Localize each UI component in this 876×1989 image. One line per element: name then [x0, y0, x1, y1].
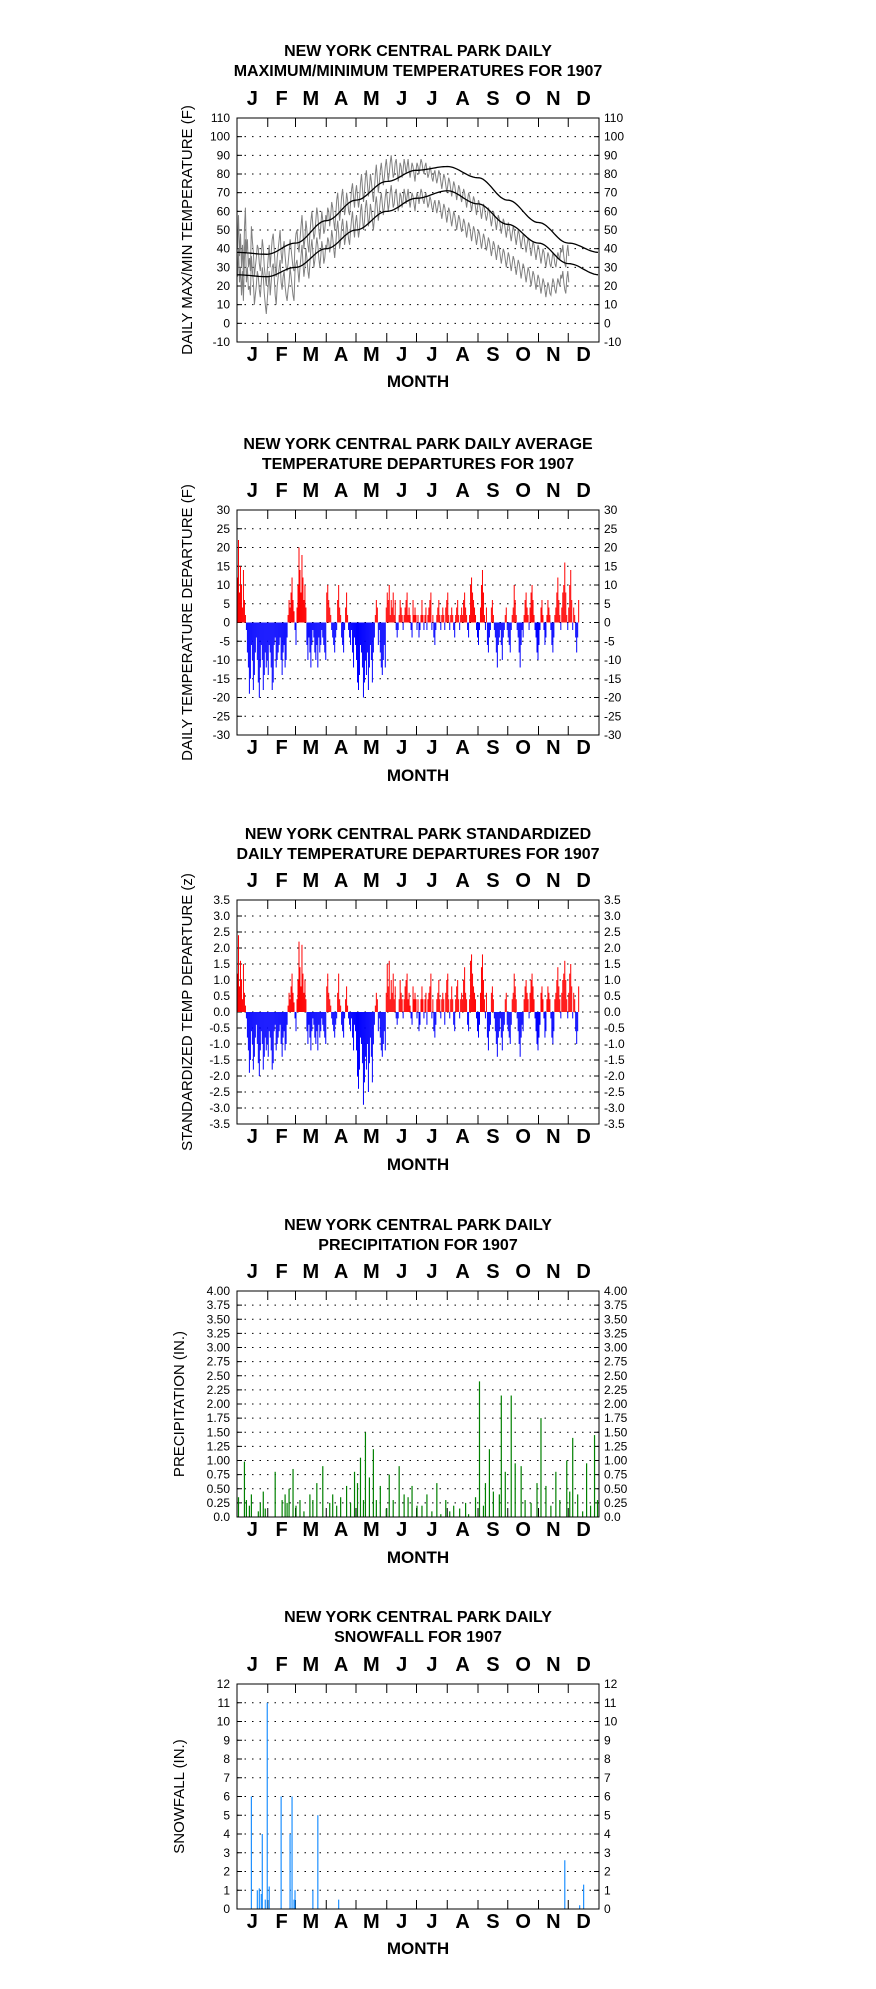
month-label-bottom: O [515, 737, 531, 759]
data-marks [237, 540, 578, 698]
month-label-top: J [246, 480, 258, 502]
y-tick-label-right: 2.0 [604, 941, 621, 955]
y-tick-label-right: 5 [604, 1808, 611, 1823]
y-tick-label-left: 9 [223, 1733, 230, 1748]
month-label-bottom: J [246, 1519, 258, 1541]
y-axis-label: PRECIPITATION (IN.) [171, 1330, 188, 1478]
y-tick-label-left: 20 [216, 540, 230, 555]
month-label-top: D [576, 870, 591, 892]
data-marks [238, 1381, 597, 1517]
y-tick-label-left: 1.5 [213, 957, 230, 971]
y-tick-label-left: 3.0 [213, 909, 230, 923]
y-tick-label-right: -30 [604, 728, 622, 742]
y-tick-label-left: 5 [223, 1808, 230, 1823]
month-label-bottom: A [455, 1519, 470, 1541]
month-label-bottom: S [486, 344, 500, 366]
month-label-bottom: J [246, 737, 258, 759]
y-tick-label-right: 4 [604, 1827, 611, 1841]
month-label-bottom: F [275, 1911, 288, 1933]
y-tick-label-right: 15 [604, 559, 618, 574]
chart-5 [171, 1609, 618, 1958]
month-label-top: D [576, 480, 591, 502]
month-label-top: O [515, 1261, 531, 1283]
month-label-bottom: M [302, 1911, 320, 1933]
month-label-bottom: F [275, 737, 288, 759]
y-tick-label-right: -10 [604, 335, 622, 349]
y-tick-label-left: 3 [223, 1845, 230, 1860]
chart-title-line: SNOWFALL FOR 1907 [334, 1629, 502, 1646]
month-label-bottom: D [576, 344, 591, 366]
y-tick-label-left: 1.0 [213, 973, 230, 987]
y-tick-label-right: 1.5 [604, 957, 621, 971]
month-label-top: A [455, 1654, 470, 1676]
month-label-top: D [576, 1654, 591, 1676]
y-tick-label-left: -10 [212, 653, 230, 667]
y-tick-label-left: 0.25 [206, 1495, 230, 1510]
y-tick-label-left: -15 [212, 671, 230, 686]
y-tick-label-left: -1.5 [209, 1053, 230, 1067]
y-tick-label-right: 2.75 [604, 1354, 628, 1369]
month-label-top: J [426, 1654, 438, 1676]
y-tick-label-left: 0.0 [213, 1510, 230, 1524]
y-tick-label-left: -3.0 [209, 1101, 230, 1115]
month-label-bottom: D [576, 1519, 591, 1541]
y-tick-label-left: 11 [217, 1695, 230, 1710]
y-tick-label-right: 0.0 [604, 1005, 621, 1019]
month-label-bottom: F [275, 1126, 288, 1148]
y-tick-label-right: 9 [604, 1733, 611, 1748]
y-tick-label-left: -20 [212, 690, 230, 705]
month-label-top: F [275, 88, 288, 110]
y-tick-label-right: 0.75 [604, 1467, 628, 1482]
month-label-top: M [302, 480, 320, 502]
y-tick-label-right: 10 [604, 1714, 618, 1729]
x-axis-label: MONTH [386, 1155, 450, 1174]
y-tick-label-left: 0.75 [206, 1467, 230, 1482]
y-tick-label-right: 1.25 [604, 1439, 628, 1454]
y-tick-label-left: 15 [216, 559, 230, 574]
y-tick-label-right: 2.50 [604, 1368, 628, 1383]
y-tick-label-left: 0 [223, 316, 230, 331]
month-label-top: A [455, 480, 470, 502]
y-tick-label-left: 60 [216, 204, 230, 219]
y-tick-label-right: 3 [604, 1845, 611, 1860]
y-tick-label-right: 0.0 [604, 1510, 621, 1524]
month-label-top: N [546, 1654, 561, 1676]
month-label-top: J [426, 480, 438, 502]
y-tick-label-right: 4.00 [604, 1284, 628, 1298]
y-tick-label-right: 60 [604, 204, 618, 219]
chart-title-line: NEW YORK CENTRAL PARK DAILY AVERAGE [243, 436, 593, 453]
x-axis-label: MONTH [386, 1939, 450, 1958]
y-tick-label-left: 10 [216, 297, 230, 312]
y-tick-label-left: 110 [210, 111, 230, 125]
month-label-top: A [455, 88, 470, 110]
month-label-top: M [363, 870, 380, 892]
y-tick-label-left: 0 [223, 615, 230, 630]
y-tick-label-left: 2.5 [213, 925, 230, 939]
y-tick-label-left: 90 [216, 148, 230, 163]
month-label-top: F [275, 480, 288, 502]
month-label-top: J [246, 88, 258, 110]
month-label-bottom: F [275, 1519, 288, 1541]
y-tick-label-right: -1.0 [604, 1037, 625, 1051]
y-tick-label-right: 11 [604, 1695, 617, 1710]
month-label-top: J [396, 1654, 408, 1676]
y-tick-label-right: 3.50 [604, 1312, 628, 1327]
month-label-top: J [396, 870, 408, 892]
chart-title-line: TEMPERATURE DEPARTURES FOR 1907 [261, 456, 575, 473]
y-tick-label-right: 0.5 [604, 989, 621, 1003]
x-axis-label: MONTH [386, 766, 450, 785]
month-label-bottom: S [486, 737, 500, 759]
month-label-top: J [246, 1654, 258, 1676]
month-label-top: F [275, 870, 288, 892]
month-label-top: J [396, 480, 408, 502]
y-tick-label-right: 100 [604, 129, 625, 144]
month-label-top: N [546, 1261, 561, 1283]
y-tick-label-right: 70 [604, 185, 618, 200]
y-tick-label-left: 4.00 [206, 1284, 230, 1298]
month-label-bottom: A [455, 737, 470, 759]
month-label-top: O [515, 1654, 531, 1676]
y-tick-label-left: 2.75 [206, 1354, 230, 1369]
y-tick-label-right: 80 [604, 167, 618, 181]
y-tick-label-right: 1.50 [604, 1425, 628, 1440]
chart-title-line: PRECIPITATION FOR 1907 [318, 1237, 518, 1254]
month-label-bottom: N [546, 737, 561, 759]
y-tick-label-right: 0 [604, 1902, 611, 1916]
month-label-bottom: S [486, 1519, 500, 1541]
month-label-bottom: J [426, 1519, 438, 1541]
y-tick-label-right: -3.5 [604, 1117, 625, 1131]
y-tick-label-right: 12 [604, 1677, 618, 1691]
series-line [237, 167, 598, 255]
y-tick-label-right: 0.25 [604, 1495, 628, 1510]
month-label-bottom: J [426, 1126, 438, 1148]
y-tick-label-right: -2.5 [604, 1085, 625, 1099]
month-label-top: A [333, 870, 349, 892]
y-tick-label-right: 30 [604, 503, 618, 517]
y-tick-label-right: 8 [604, 1752, 611, 1766]
y-tick-label-left: 1.50 [206, 1425, 230, 1440]
month-label-bottom: M [302, 1519, 320, 1541]
y-axis-label: DAILY TEMPERATURE DEPARTURE (F) [179, 484, 196, 761]
y-tick-label-left: 0 [223, 1902, 230, 1916]
y-tick-label-left: 2.25 [206, 1382, 230, 1397]
series-line [238, 185, 569, 314]
chart-title-line: NEW YORK CENTRAL PARK STANDARDIZED [244, 826, 592, 843]
y-tick-label-right: 20 [604, 540, 618, 555]
chart-title-line: MAXIMUM/MINIMUM TEMPERATURES FOR 1907 [233, 63, 603, 80]
chart-4 [171, 1217, 628, 1567]
y-tick-label-right: 3.25 [604, 1326, 628, 1341]
data-marks [237, 935, 578, 1105]
y-tick-label-left: 8 [223, 1752, 230, 1766]
y-tick-label-right: 3.75 [604, 1298, 628, 1313]
y-tick-label-left: 10 [216, 578, 230, 592]
y-axis-label: DAILY MAX/MIN TEMPERATURE (F) [179, 105, 196, 355]
y-tick-label-left: -10 [212, 335, 230, 349]
month-label-top: J [246, 1261, 258, 1283]
chart-title-line: NEW YORK CENTRAL PARK DAILY [284, 1217, 552, 1234]
y-tick-label-left: -1.0 [209, 1037, 230, 1051]
month-label-top: S [486, 480, 500, 502]
y-tick-label-right: -1.5 [604, 1053, 625, 1067]
month-label-top: O [515, 88, 531, 110]
y-tick-label-right: 20 [604, 279, 618, 293]
month-label-top: N [546, 88, 561, 110]
y-tick-label-right: 3.0 [604, 909, 621, 923]
y-tick-label-right: 30 [604, 260, 618, 275]
y-tick-label-right: 1 [604, 1883, 611, 1898]
y-tick-label-left: -2.5 [209, 1085, 230, 1099]
series-line [237, 191, 598, 277]
y-tick-label-right: 0.50 [604, 1481, 628, 1496]
y-tick-label-right: 2 [604, 1864, 611, 1879]
y-tick-label-right: -3.0 [604, 1101, 625, 1115]
month-label-bottom: A [455, 344, 470, 366]
month-label-bottom: N [546, 344, 561, 366]
y-tick-label-left: 2.50 [206, 1368, 230, 1383]
y-tick-label-left: 10 [216, 1714, 230, 1729]
month-label-top: J [246, 870, 258, 892]
month-label-bottom: N [546, 1519, 561, 1541]
chart-title-line: NEW YORK CENTRAL PARK DAILY [284, 43, 552, 60]
y-tick-label-left: 100 [209, 129, 230, 144]
month-label-top: J [396, 88, 408, 110]
month-label-bottom: J [246, 344, 258, 366]
month-label-bottom: M [302, 1126, 320, 1148]
month-label-bottom: J [396, 1126, 408, 1148]
month-label-bottom: J [396, 344, 408, 366]
y-tick-label-left: 50 [216, 223, 230, 237]
month-label-top: N [546, 480, 561, 502]
month-label-top: F [275, 1261, 288, 1283]
month-label-top: J [426, 870, 438, 892]
month-label-top: O [515, 870, 531, 892]
y-tick-label-left: 5 [223, 596, 230, 611]
month-label-bottom: D [576, 1126, 591, 1148]
y-tick-label-right: -2.0 [604, 1069, 625, 1083]
month-label-top: S [486, 870, 500, 892]
month-label-bottom: M [302, 737, 320, 759]
month-label-bottom: O [515, 1519, 531, 1541]
month-label-top: S [486, 1654, 500, 1676]
y-tick-label-left: 1 [223, 1883, 230, 1898]
month-label-top: J [426, 88, 438, 110]
y-tick-label-left: 3.00 [206, 1340, 230, 1355]
month-label-top: M [363, 1261, 380, 1283]
month-label-top: J [396, 1261, 408, 1283]
month-label-bottom: S [486, 1126, 500, 1148]
month-label-bottom: J [246, 1126, 258, 1148]
month-label-bottom: O [515, 344, 531, 366]
data-marks [251, 1703, 583, 1909]
y-tick-label-right: 25 [604, 521, 618, 536]
y-tick-label-right: 3.00 [604, 1340, 628, 1355]
y-tick-label-left: 20 [216, 279, 230, 293]
y-tick-label-right: -0.5 [604, 1021, 625, 1035]
y-tick-label-left: 2.0 [213, 941, 230, 955]
y-tick-label-right: 90 [604, 148, 618, 163]
month-label-bottom: M [363, 344, 380, 366]
y-tick-label-right: -25 [604, 709, 622, 724]
y-tick-label-left: 1.00 [206, 1453, 230, 1468]
y-tick-label-left: 6 [223, 1789, 230, 1804]
month-label-bottom: M [363, 1519, 380, 1541]
y-tick-label-left: -3.5 [209, 1117, 230, 1131]
y-axis-label: SNOWFALL (IN.) [171, 1739, 188, 1854]
month-label-bottom: J [396, 737, 408, 759]
y-tick-label-left: 40 [216, 241, 230, 256]
y-tick-label-left: 25 [216, 521, 230, 536]
y-tick-label-left: 1.75 [206, 1411, 230, 1426]
chart-2 [179, 436, 622, 785]
month-label-bottom: N [546, 1126, 561, 1148]
month-label-top: A [455, 870, 470, 892]
month-label-top: A [333, 1261, 349, 1283]
y-tick-label-right: 7 [604, 1770, 611, 1785]
month-label-bottom: J [426, 344, 438, 366]
month-label-bottom: A [333, 1126, 349, 1148]
month-label-top: S [486, 1261, 500, 1283]
month-label-top: S [486, 88, 500, 110]
x-axis-label: MONTH [386, 1548, 450, 1567]
month-label-bottom: A [333, 1911, 349, 1933]
month-label-top: A [333, 480, 349, 502]
y-tick-label-left: 3.75 [206, 1298, 230, 1313]
month-label-top: D [576, 88, 591, 110]
y-tick-label-right: 5 [604, 596, 611, 611]
y-tick-label-right: 2.25 [604, 1382, 628, 1397]
month-label-top: A [333, 88, 349, 110]
month-label-bottom: S [486, 1911, 500, 1933]
y-tick-label-left: -0.5 [209, 1021, 230, 1035]
y-tick-label-left: 3.50 [206, 1312, 230, 1327]
month-label-bottom: A [455, 1911, 470, 1933]
y-tick-label-left: 30 [216, 260, 230, 275]
y-tick-label-left: 3.25 [206, 1326, 230, 1341]
month-label-bottom: M [363, 737, 380, 759]
month-label-bottom: D [576, 1911, 591, 1933]
month-label-top: N [546, 870, 561, 892]
y-tick-label-right: 0 [604, 615, 611, 630]
y-tick-label-right: -15 [604, 671, 622, 686]
y-tick-label-left: -5 [219, 634, 230, 649]
y-tick-label-left: 2.00 [206, 1397, 230, 1411]
y-tick-label-right: -20 [604, 690, 622, 705]
month-label-top: M [302, 1261, 320, 1283]
y-tick-label-left: 4 [223, 1827, 230, 1841]
y-tick-label-left: 70 [216, 185, 230, 200]
y-tick-label-right: 1.0 [604, 973, 621, 987]
y-tick-label-left: 3.5 [213, 893, 230, 907]
y-tick-label-right: 0 [604, 316, 611, 331]
x-axis-label: MONTH [386, 372, 450, 391]
month-label-top: M [363, 480, 380, 502]
month-label-top: A [333, 1654, 349, 1676]
y-tick-label-left: 30 [216, 503, 230, 517]
chart-title-line: NEW YORK CENTRAL PARK DAILY [284, 1609, 552, 1626]
y-tick-label-left: 7 [223, 1770, 230, 1785]
month-label-top: M [302, 870, 320, 892]
data-marks [237, 155, 598, 314]
month-label-top: M [363, 1654, 380, 1676]
y-tick-label-right: 3.5 [604, 893, 621, 907]
chart-3 [179, 826, 625, 1174]
chart-title-line: DAILY TEMPERATURE DEPARTURES FOR 1907 [236, 846, 600, 863]
month-label-bottom: J [396, 1911, 408, 1933]
month-label-bottom: O [515, 1126, 531, 1148]
month-label-top: O [515, 480, 531, 502]
y-tick-label-left: 0.0 [213, 1005, 230, 1019]
month-label-bottom: A [333, 737, 349, 759]
month-label-top: M [363, 88, 380, 110]
month-label-bottom: N [546, 1911, 561, 1933]
month-label-bottom: J [246, 1911, 258, 1933]
month-label-top: F [275, 1654, 288, 1676]
month-label-bottom: F [275, 344, 288, 366]
month-label-bottom: D [576, 737, 591, 759]
y-tick-label-right: 50 [604, 223, 618, 237]
month-label-bottom: M [363, 1126, 380, 1148]
y-tick-label-right: 6 [604, 1789, 611, 1804]
y-tick-label-left: -25 [212, 709, 230, 724]
month-label-bottom: A [333, 1519, 349, 1541]
month-label-top: A [455, 1261, 470, 1283]
y-tick-label-right: 1.00 [604, 1453, 628, 1468]
month-label-bottom: O [515, 1911, 531, 1933]
y-tick-label-right: 110 [604, 111, 624, 125]
y-tick-label-right: 2.00 [604, 1397, 628, 1411]
y-tick-label-left: -2.0 [209, 1069, 230, 1083]
month-label-top: M [302, 88, 320, 110]
y-tick-label-left: 0.5 [213, 989, 230, 1003]
month-label-bottom: J [396, 1519, 408, 1541]
y-tick-label-right: -5 [604, 634, 615, 649]
month-label-bottom: J [426, 737, 438, 759]
month-label-bottom: J [426, 1911, 438, 1933]
y-tick-label-left: 80 [216, 167, 230, 181]
y-tick-label-left: 0.50 [206, 1481, 230, 1496]
month-label-bottom: A [333, 344, 349, 366]
y-tick-label-left: 1.25 [206, 1439, 230, 1454]
month-label-bottom: M [363, 1911, 380, 1933]
y-tick-label-right: 10 [604, 578, 618, 592]
y-axis-label: STANDARDIZED TEMP DEPARTURE (z) [179, 873, 196, 1151]
month-label-top: J [426, 1261, 438, 1283]
y-tick-label-left: 12 [216, 1677, 230, 1691]
y-tick-label-left: -30 [212, 728, 230, 742]
month-label-bottom: A [455, 1126, 470, 1148]
y-tick-label-right: 10 [604, 297, 618, 312]
y-tick-label-right: 2.5 [604, 925, 621, 939]
month-label-top: D [576, 1261, 591, 1283]
y-tick-label-right: -10 [604, 653, 622, 667]
chart-1 [179, 43, 624, 391]
month-label-top: M [302, 1654, 320, 1676]
y-tick-label-left: 2 [223, 1864, 230, 1879]
month-label-bottom: M [302, 344, 320, 366]
y-tick-label-right: 40 [604, 241, 618, 256]
y-tick-label-right: 1.75 [604, 1411, 628, 1426]
